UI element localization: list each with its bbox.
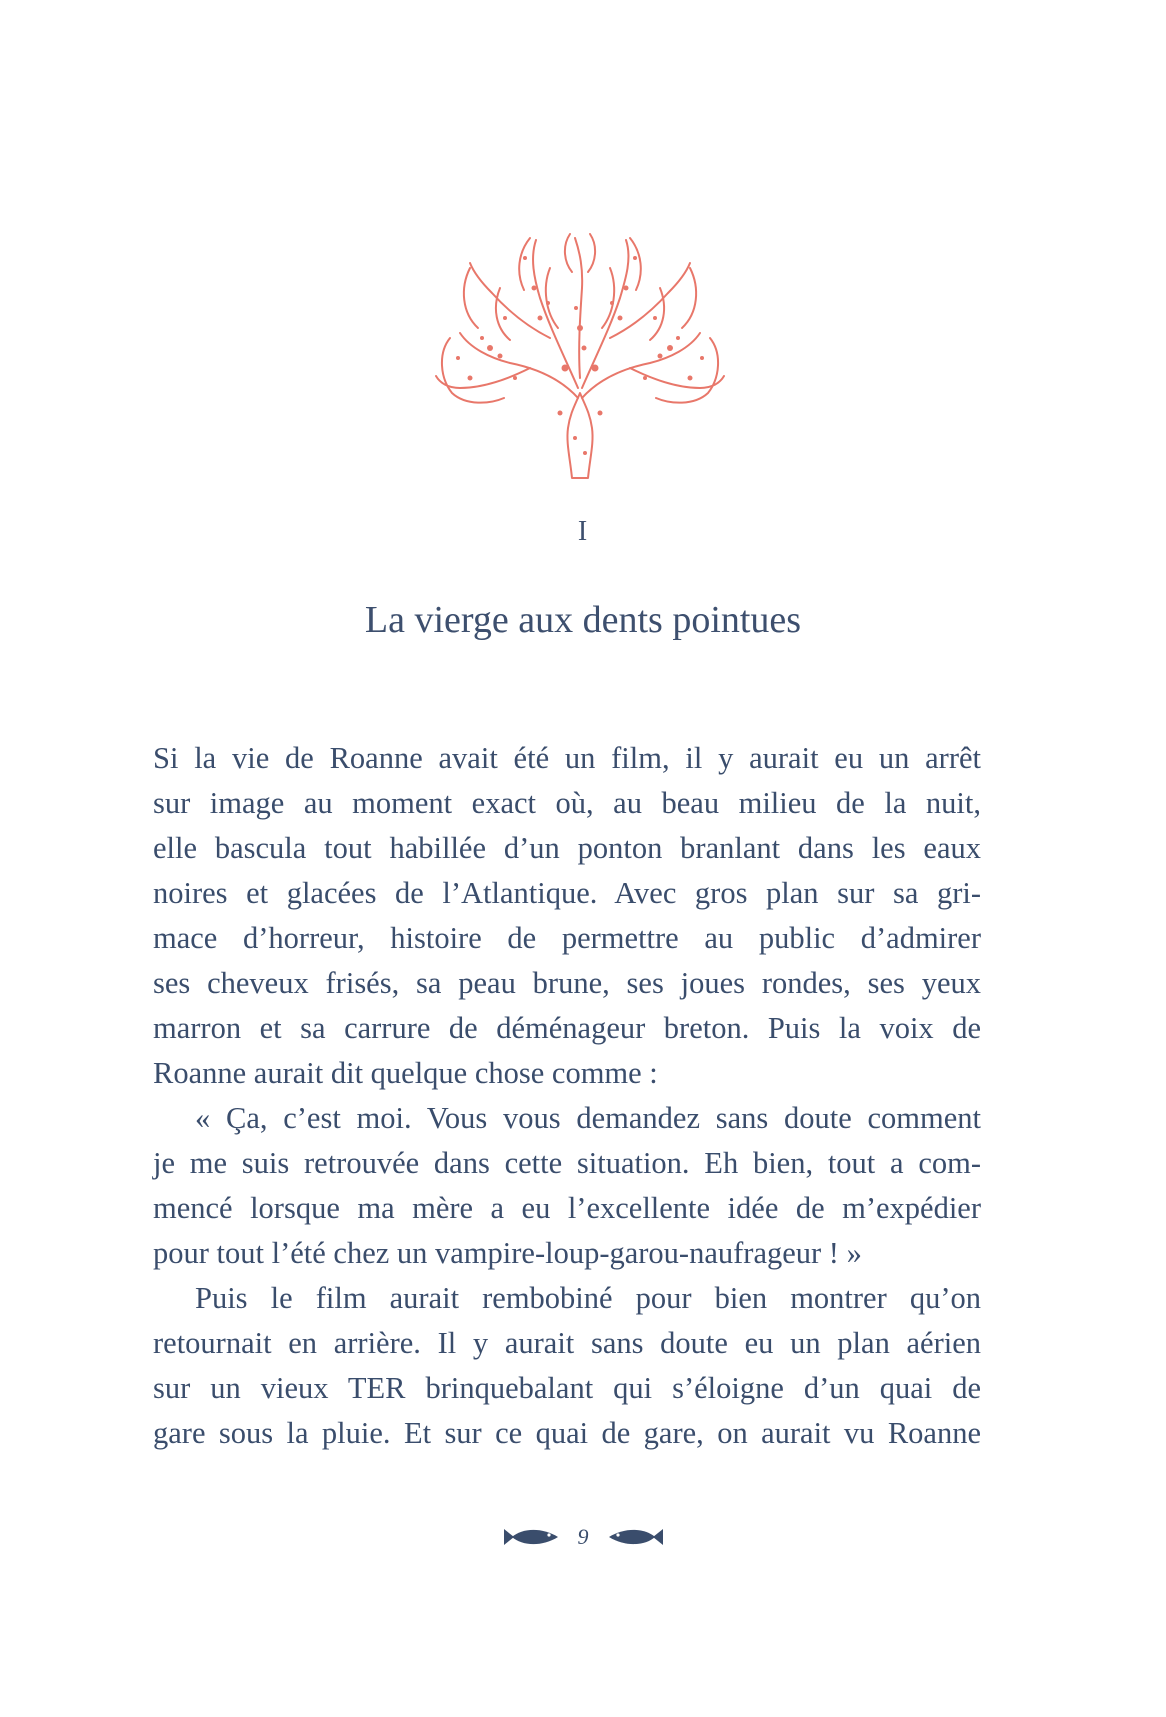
text-line: pour tout l’été chez un vampire-loup-garou-naufrageur ! » xyxy=(153,1236,862,1270)
text-line: mace d’horreur, histoire de permettre au public d’admirer xyxy=(153,921,981,955)
text-line: elle bascula tout habillée d’un ponton branlant dans les eaux xyxy=(153,831,981,865)
page-footer xyxy=(0,1520,1166,1554)
text-line: Puis le film aurait rembobiné pour bien montrer qu’on xyxy=(195,1281,981,1315)
text-line: marron et sa carrure de déménageur breton. Puis la voix de xyxy=(153,1011,981,1045)
text-line: sur un vieux TER brinquebalant qui s’éloigne d’un quai de xyxy=(153,1371,981,1405)
text-line: Roanne aurait dit quelque chose comme : xyxy=(153,1056,658,1090)
chapter-number: I xyxy=(577,516,589,547)
chapter-body xyxy=(153,736,981,1456)
text-line: retournait en arrière. Il y aurait sans doute eu un plan aérien xyxy=(153,1326,981,1360)
fish-icon xyxy=(502,1525,560,1549)
text-line: mencé lorsque ma mère a eu l’excellente idée de m’expédier xyxy=(153,1191,981,1225)
fish-icon xyxy=(607,1525,665,1549)
text-line: « Ça, c’est moi. Vous vous demandez sans doute comment xyxy=(195,1101,981,1135)
text-line: gare sous la pluie. Et sur ce quai de gare, on aurait vu Roanne xyxy=(153,1416,981,1450)
text-line: Si la vie de Roanne avait été un film, il y aurait eu un arrêt xyxy=(153,741,981,775)
text-line: je me suis retrouvée dans cette situation. Eh bien, tout a com- xyxy=(153,1146,981,1180)
text-line: sur image au moment exact où, au beau milieu de la nuit, xyxy=(153,786,981,820)
text-line: noires et glacées de l’Atlantique. Avec gros plan sur sa gri- xyxy=(153,876,981,910)
text-line: ses cheveux frisés, sa peau brune, ses joues rondes, ses yeux xyxy=(153,966,981,1000)
coral-illustration xyxy=(430,228,730,483)
page-number: 9 xyxy=(577,1524,589,1549)
chapter-title: La vierge aux dents pointues xyxy=(364,599,802,641)
